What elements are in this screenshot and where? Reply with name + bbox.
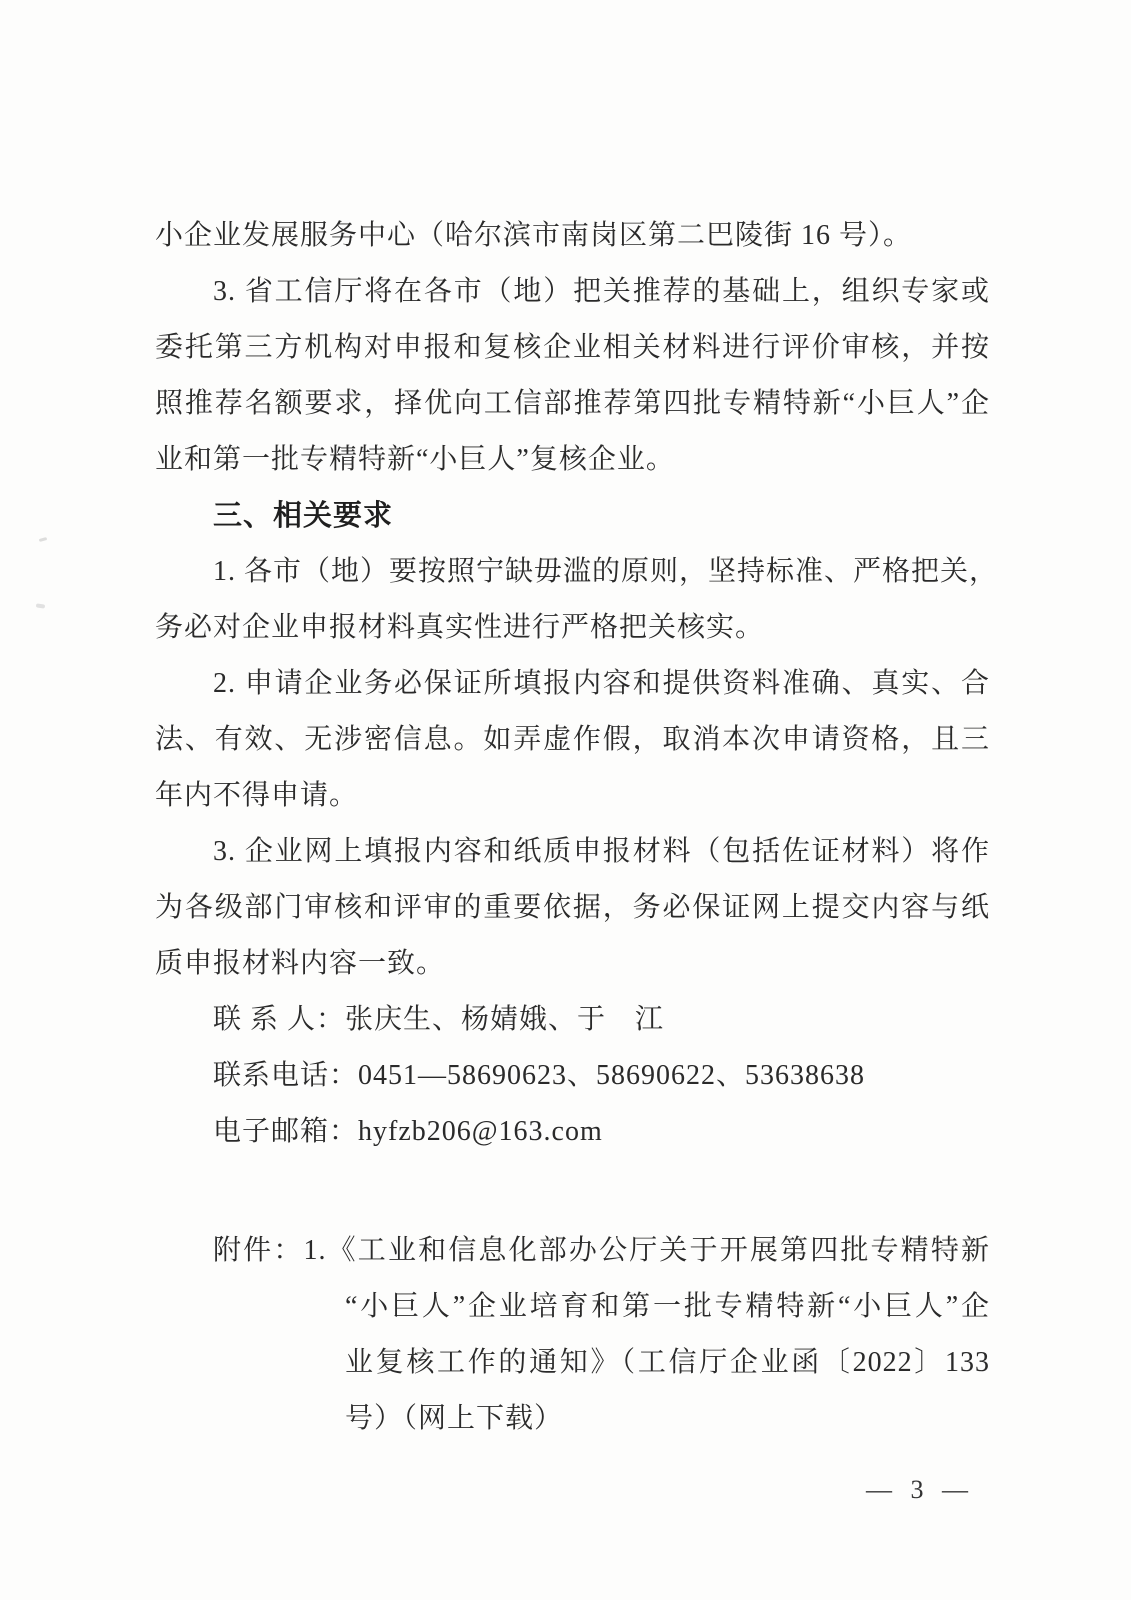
section-3-heading: 三、相关要求 [213, 500, 394, 532]
requirement-2-line-2: 法、有效、无涉密信息。如弄虚作假，取消本次申请资格，且三 [155, 724, 990, 755]
requirement-1-line-1: 1. 各市（地）要按照宁缺毋滥的原则，坚持标准、严格把关， [213, 556, 999, 587]
scan-artifact [39, 537, 48, 542]
paragraph-3-line-4: 业和第一批专精特新“小巨人”复核企业。 [155, 444, 675, 475]
paragraph-3-line-2: 委托第三方机构对申报和复核企业相关材料进行评价审核，并按 [155, 332, 990, 363]
paragraph-3-line-3: 照推荐名额要求，择优向工信部推荐第四批专精特新“小巨人”企 [155, 388, 990, 419]
requirement-2-line-3: 年内不得申请。 [155, 780, 359, 811]
attachment-line-3: 业复核工作的通知》（工信厅企业函〔2022〕133 [345, 1347, 990, 1378]
document-body [155, 208, 999, 1447]
requirement-1-line-2: 务必对企业申报材料真实性进行严格把关核实。 [155, 612, 765, 643]
contact-person-line: 联 系 人：张庆生、杨婧娥、于 江 [213, 1004, 665, 1035]
requirement-3-line-1: 3. 企业网上填报内容和纸质申报材料（包括佐证材料）将作 [213, 836, 990, 867]
page-number: — 3 — [866, 1475, 974, 1504]
paragraph-3-line-1: 3. 省工信厅将在各市（地）把关推荐的基础上，组织专家或 [213, 276, 990, 307]
attachment-line-1: 附件：1.《工业和信息化部办公厅关于开展第四批专精特新 [213, 1235, 990, 1266]
attachment-line-2: “小巨人”企业培育和第一批专精特新“小巨人”企 [345, 1291, 990, 1322]
attachment-line-4: 号）（网上下载） [345, 1403, 564, 1434]
blank-gap [155, 1160, 990, 1223]
requirement-3-line-3: 质申报材料内容一致。 [155, 948, 446, 979]
contact-email-line: 电子邮箱：hyfzb206@163.com [213, 1116, 603, 1147]
requirement-3-line-2: 为各级部门审核和评审的重要依据，务必保证网上提交内容与纸 [155, 892, 990, 923]
contact-phone-line: 联系电话：0451—58690623、58690622、53638638 [213, 1060, 866, 1091]
requirement-2-line-1: 2. 申请企业务必保证所填报内容和提供资料准确、真实、合 [213, 668, 990, 699]
address-continuation-line: 小企业发展服务中心（哈尔滨市南岗区第二巴陵街 16 号）。 [155, 220, 913, 251]
scan-artifact [36, 603, 45, 608]
